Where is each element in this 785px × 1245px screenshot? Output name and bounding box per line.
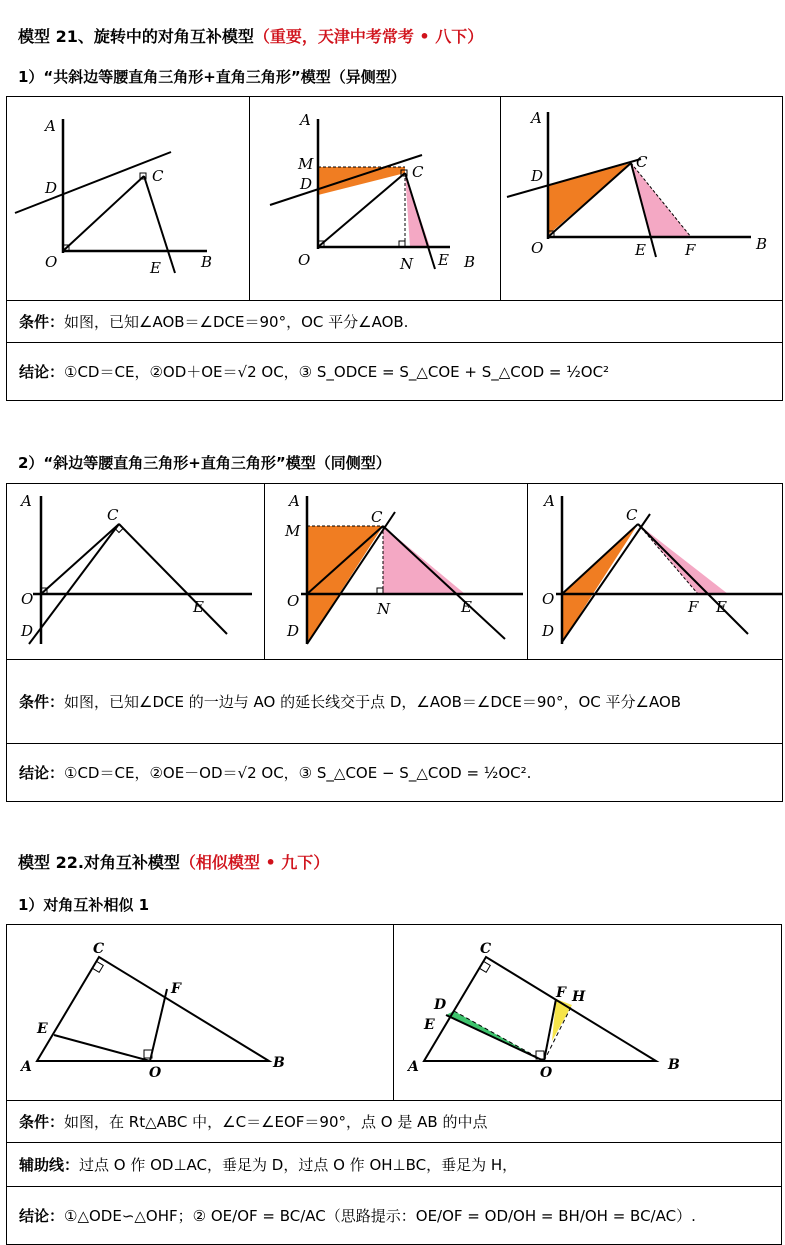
cond-label: 条件： (19, 1112, 65, 1131)
svg-text:E: E (150, 259, 161, 277)
svg-text:C: C (626, 506, 638, 524)
svg-text:A: A (21, 1059, 32, 1075)
fig21-4-svg (7, 484, 264, 655)
svg-text:C: C (93, 941, 105, 957)
svg-text:D: D (300, 175, 313, 193)
svg-text:E: E (424, 1017, 435, 1033)
svg-text:A: A (289, 492, 300, 510)
svg-text:D: D (531, 167, 544, 185)
fig21-1-svg (7, 97, 249, 296)
svg-text:D: D (287, 622, 300, 640)
cond-text: 如图，已知∠DCE 的一边与 AO 的延长线交于点 D，∠AOB＝∠DCE＝90°，OC 平分∠AOB (64, 692, 682, 711)
svg-text:O: O (542, 590, 555, 608)
aux-text: 过点 O 作 OD⊥AC，垂足为 D，过点 O 作 OH⊥BC，垂足为 H， (79, 1155, 518, 1174)
svg-text:D: D (21, 622, 34, 640)
cond-text: 如图，在 Rt△ABC 中，∠C＝∠EOF＝90°，点 O 是 AB 的中点 (64, 1112, 488, 1131)
model21-sub1: 1）“共斜边等腰直角三角形+直角三角形”模型（异侧型） (18, 68, 406, 86)
fig21-4 (7, 484, 265, 660)
concl22 (7, 1187, 782, 1245)
model22-tag: （相似模型 • 九下） (179, 853, 330, 872)
svg-text:B: B (201, 253, 213, 271)
model22-heading (18, 850, 329, 873)
svg-text:C: C (371, 508, 383, 526)
svg-text:F: F (685, 241, 696, 259)
cond22 (7, 1101, 782, 1143)
cond-label: 条件： (19, 692, 65, 711)
aux22 (7, 1143, 782, 1187)
svg-text:A: A (300, 111, 311, 129)
svg-text:D: D (542, 622, 555, 640)
model21-tag: （重要，天津中考常考 • 八下） (253, 27, 484, 46)
svg-text:O: O (149, 1065, 162, 1081)
model22-title: 模型 22.对角互补模型 (18, 853, 180, 872)
svg-text:O: O (45, 253, 58, 271)
svg-text:M: M (285, 522, 301, 540)
concl-text: ①CD＝CE，②OD＋OE＝√2 OC，③ S_ODCE = S_△COE + S_△COD = ½OC² (64, 362, 610, 381)
concl-text: ①CD＝CE，②OE－OD＝√2 OC，③ S_△COE − S_△COD = ½OC². (64, 763, 532, 782)
svg-text:N: N (377, 600, 391, 618)
fig22-1 (7, 925, 394, 1101)
fig21-3-svg (501, 97, 782, 296)
svg-text:D: D (45, 179, 58, 197)
svg-text:F: F (556, 985, 566, 1001)
fig21-2 (250, 97, 501, 301)
model21-table2 (6, 483, 783, 802)
svg-text:C: C (412, 163, 424, 181)
svg-text:O: O (531, 239, 544, 257)
svg-text:B: B (668, 1057, 680, 1073)
svg-text:O: O (540, 1065, 553, 1081)
fig21-5-svg (265, 484, 527, 655)
svg-text:E: E (461, 598, 472, 616)
svg-text:E: E (193, 598, 204, 616)
model21-table1 (6, 96, 783, 401)
fig21-6 (528, 484, 783, 660)
svg-text:E: E (37, 1021, 48, 1037)
svg-text:C: C (480, 941, 492, 957)
fig21-3 (501, 97, 783, 301)
concl-label: 结论： (19, 362, 65, 381)
svg-text:F: F (171, 981, 181, 997)
svg-text:O: O (298, 251, 311, 269)
fig21-5 (265, 484, 528, 660)
model21-heading (18, 24, 483, 47)
aux-label: 辅助线： (19, 1155, 80, 1174)
svg-text:F: F (688, 598, 699, 616)
cond-text: 如图，已知∠AOB＝∠DCE＝90°，OC 平分∠AOB. (64, 312, 409, 331)
svg-text:A: A (45, 117, 56, 135)
cond21-1 (7, 301, 783, 343)
svg-text:O: O (21, 590, 34, 608)
fig21-1 (7, 97, 250, 301)
svg-text:C: C (636, 153, 648, 171)
fig22-1-svg (7, 925, 393, 1096)
svg-text:E: E (716, 598, 727, 616)
svg-text:E: E (635, 241, 646, 259)
concl-label: 结论： (19, 763, 65, 782)
fig22-2 (394, 925, 782, 1101)
cond21-2 (7, 660, 783, 744)
svg-text:N: N (400, 255, 414, 273)
svg-text:M: M (298, 155, 314, 173)
svg-text:C: C (152, 167, 164, 185)
svg-text:O: O (287, 592, 300, 610)
concl-text: ①△ODE∽△OHF；② OE/OF = BC/AC（思路提示：OE/OF = OD/OH = BH/OH = BC/AC）. (64, 1206, 696, 1225)
concl21-2 (7, 744, 783, 802)
svg-text:A: A (531, 109, 542, 127)
svg-text:B: B (756, 235, 768, 253)
cond-label: 条件： (19, 312, 65, 331)
model21-sub2: 2）“斜边等腰直角三角形+直角三角形”模型（同侧型） (18, 454, 391, 472)
model22-sub1: 1）对角互补相似 1 (18, 896, 150, 914)
fig21-6-svg (528, 484, 782, 655)
svg-text:B: B (464, 253, 476, 271)
concl21-1 (7, 343, 783, 401)
svg-text:A: A (408, 1059, 419, 1075)
svg-text:D: D (434, 997, 447, 1013)
fig21-2-svg (250, 97, 500, 296)
concl-label: 结论： (19, 1206, 65, 1225)
model21-title: 模型 21、旋转中的对角互补模型 (18, 27, 254, 46)
svg-text:E: E (438, 251, 449, 269)
svg-text:H: H (572, 989, 586, 1005)
svg-text:C: C (107, 506, 119, 524)
svg-text:B: B (273, 1055, 285, 1071)
model22-table (6, 924, 782, 1245)
fig22-2-svg (394, 925, 781, 1096)
svg-text:A: A (544, 492, 555, 510)
svg-text:A: A (21, 492, 32, 510)
